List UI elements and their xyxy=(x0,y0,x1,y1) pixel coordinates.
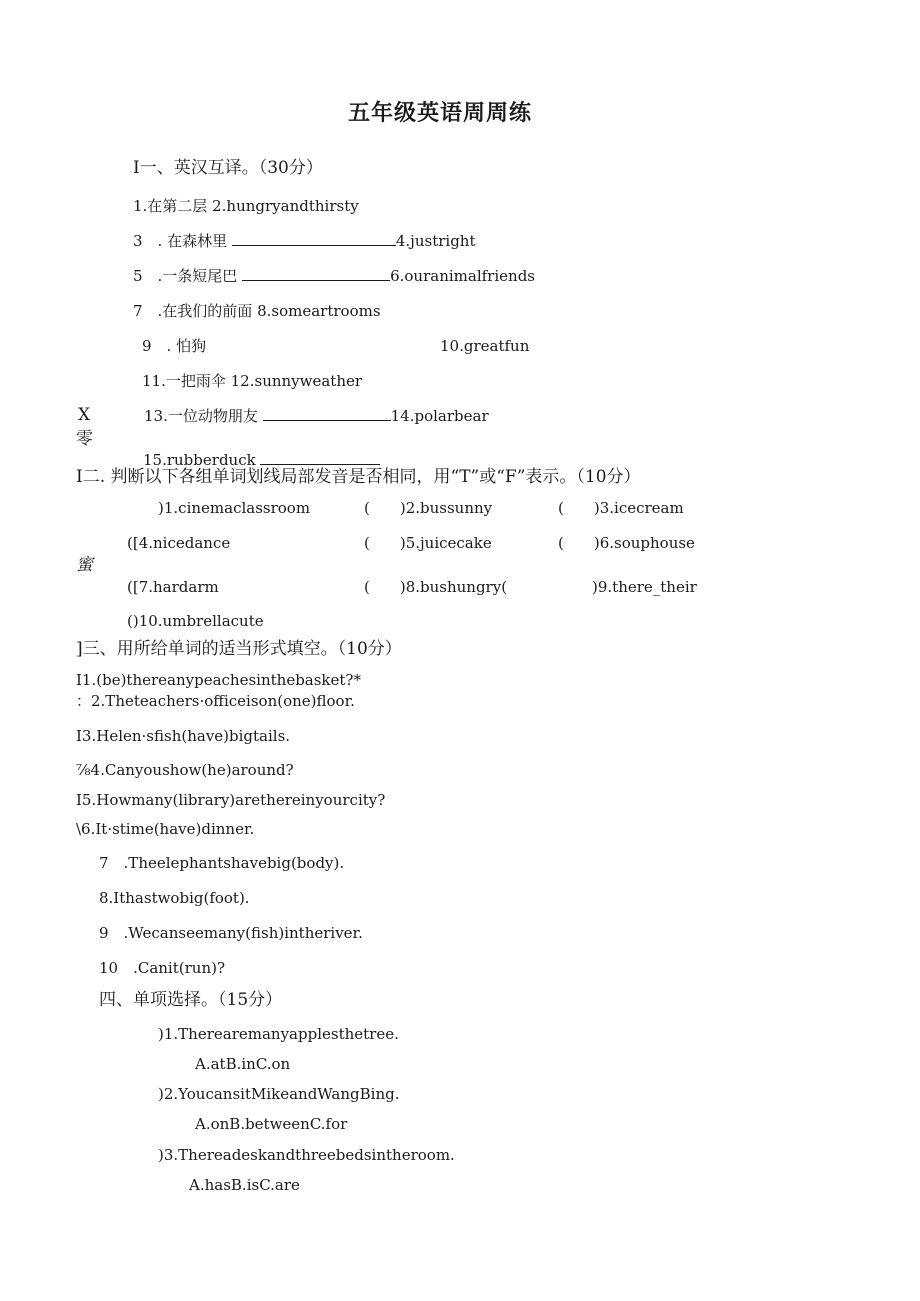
s3-item-5: I5.Howmany(library)arethereinyourcity? xyxy=(76,791,386,809)
s2-item-10: ()10.umbrellacute xyxy=(127,612,264,630)
s3-item-8: 8.Ithastwobig(foot). xyxy=(99,889,250,907)
s1-item-3-right: 6.ouranimalfriends xyxy=(390,267,535,285)
s2-item-3: ( )3.icecream xyxy=(558,499,684,517)
s4-question-2: )2.YoucansitMikeandWangBing. xyxy=(158,1085,400,1103)
s4-options-1: A.atB.inC.on xyxy=(195,1055,291,1073)
s2-item-2: ( )2.bussunny xyxy=(364,499,493,517)
s1-item-4 xyxy=(133,301,381,321)
s2-item-5: ( )5.juicecake xyxy=(364,534,492,552)
s3-item-3: I3.Helen·sfish(have)bigtails. xyxy=(76,727,291,745)
s1-item-3 xyxy=(133,266,535,286)
answer-blank[interactable] xyxy=(242,266,390,281)
section1-heading: I一、英汉互译。（30分） xyxy=(133,158,323,178)
s1-item-5-left: 9 . 怕狗 xyxy=(142,337,207,355)
margin-mark-x: X xyxy=(78,405,91,425)
s2-item-7: ([7.hardarm xyxy=(127,578,219,596)
s1-item-7 xyxy=(144,406,489,426)
s3-item-7: 7 .Theelephantshavebig(body). xyxy=(99,854,345,872)
s4-options-3: A.hasB.isC.are xyxy=(189,1176,300,1194)
page-title: 五年级英语周周练 xyxy=(348,101,533,126)
s2-item-6: ( )6.souphouse xyxy=(558,534,695,552)
s4-question-1: )1.Therearemanyapplesthetree. xyxy=(158,1025,399,1043)
section3-heading: ]三、用所给单词的适当形式填空。（10分） xyxy=(76,639,402,659)
s1-item-3-left: 5 .一条短尾巴 xyxy=(133,267,238,285)
s1-item-4-right: 8.someartrooms xyxy=(257,302,381,320)
s1-item-2-left: 3 . 在森林里 xyxy=(133,232,228,250)
s1-item-1-left: 1.在第二层 xyxy=(133,197,208,215)
answer-blank[interactable] xyxy=(232,231,396,246)
s1-item-5-right: 10.greatfun xyxy=(440,337,530,355)
s1-item-7-left: 13.一位动物朋友 xyxy=(144,407,258,425)
section4-heading: 四、单项选择。（15分） xyxy=(99,990,283,1010)
s1-item-6-left: 11.一把雨伞 xyxy=(142,372,226,390)
answer-blank[interactable] xyxy=(263,406,391,421)
s1-item-8-left: 15.rubberduck xyxy=(143,451,256,469)
section2-heading: I二. 判断以下各组单词划线局部发音是否相同，用“T”或“F”表示。（10分） xyxy=(76,467,641,487)
s2-item-9: )9.there_their xyxy=(592,578,697,596)
s3-item-6: \6.It·stime(have)dinner. xyxy=(76,820,255,838)
s1-item-2 xyxy=(133,231,475,251)
s1-item-1-right: 2.hungryandthirsty xyxy=(212,197,359,215)
s1-item-4-left: 7 .在我们的前面 xyxy=(133,302,253,320)
s4-question-3: )3.Thereadeskandthreebedsintheroom. xyxy=(158,1146,455,1164)
s3-item-4: ⅞4.Canyoushow(he)around? xyxy=(76,761,294,779)
s2-item-8: ( )8.bushungry( xyxy=(364,578,508,596)
s1-item-7-right: 14.polarbear xyxy=(390,407,489,425)
s2-item-4: ([4.nicedance xyxy=(127,534,231,552)
s3-item-10: 10 .Canit(run)? xyxy=(99,959,225,977)
s1-item-1 xyxy=(133,196,359,216)
s1-item-6 xyxy=(142,371,362,391)
margin-mark-ling: 零 xyxy=(76,429,93,449)
s1-item-2-right: 4.justright xyxy=(395,232,476,250)
s3-item-9: 9 .Wecanseemany(fish)intheriver. xyxy=(99,924,363,942)
answer-blank[interactable] xyxy=(260,450,380,465)
s4-options-2: A.onB.betweenC.for xyxy=(195,1115,348,1133)
s3-item-1: I1.(be)thereanypeachesinthebasket?* xyxy=(76,671,361,689)
s1-item-6-right: 12.sunnyweather xyxy=(230,372,363,390)
margin-mark-mi: 蜜 xyxy=(76,555,93,575)
s2-item-1: )1.cinemaclassroom xyxy=(158,499,311,517)
s3-item-2: ：2.Theteachers·officeison(one)floor. xyxy=(76,692,355,710)
